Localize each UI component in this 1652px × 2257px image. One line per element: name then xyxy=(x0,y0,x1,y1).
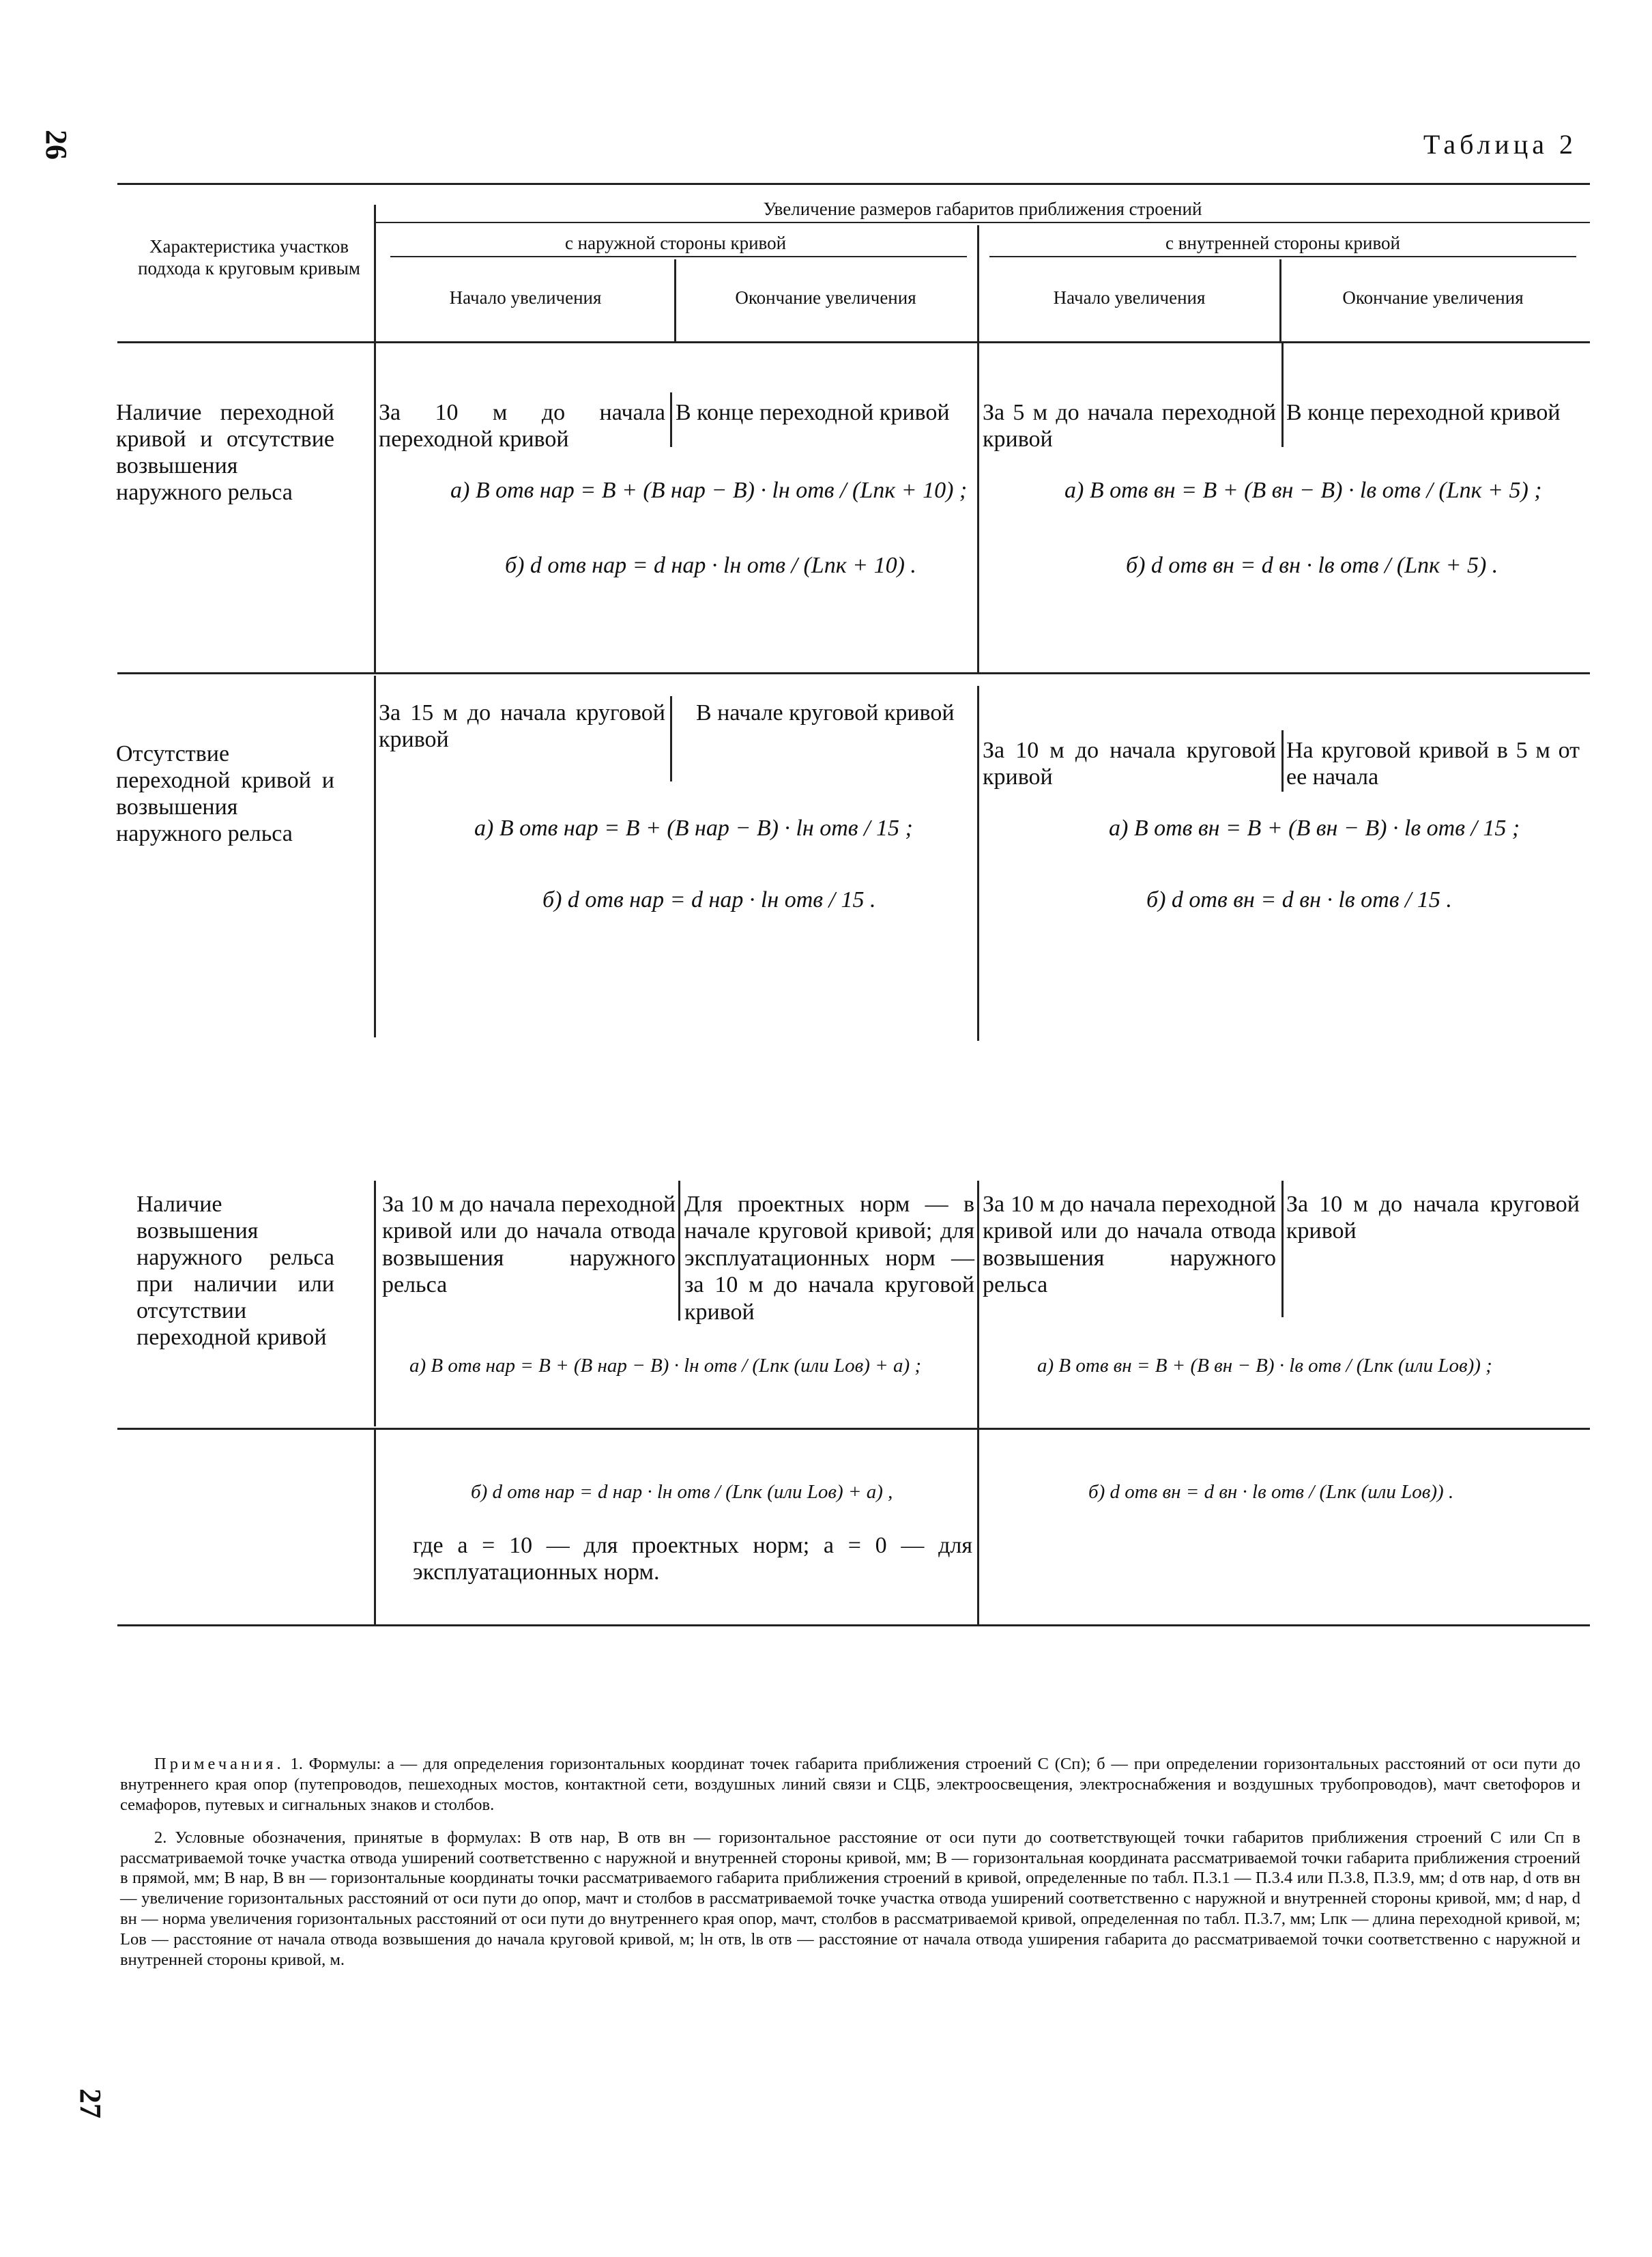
row2-inner-formula-a: а) B отв вн = B + (B вн − B) · lв отв / 15 ; xyxy=(1109,816,1520,841)
row3-inner-end: За 10 м до начала круговой кривой xyxy=(1286,1192,1580,1244)
row3-divider-mid xyxy=(977,1181,979,1624)
row1-inner-formula-a: а) B отв вн = B + (B вн − B) · lв отв / (Lпк + 5) ; xyxy=(1064,478,1542,503)
row3-divider-inner xyxy=(1281,1181,1284,1317)
table-bottom-rule xyxy=(117,1624,1590,1626)
header-outer-start: Начало увеличения xyxy=(449,287,602,308)
row2-divider-left xyxy=(374,676,376,1037)
row3-outer-end: Для проектных норм — в начале круговой кривой; для эксплуатационных норм — за 10 м до начала круговой кривой xyxy=(684,1192,974,1325)
row3-inner-formula-b: б) d отв вн = d вн · lв отв / (Lпк (или Lов)) . xyxy=(1088,1481,1454,1503)
row2-characteristic: Отсутствие переходной кривой и возвышения наружного рельса xyxy=(116,741,334,847)
header-inner-start: Начало увеличения xyxy=(1053,287,1206,308)
row1-outer-start: За 10 м до начала переходной кривой xyxy=(379,400,665,452)
row1-inner-formula-b: б) d отв вн = d вн · lв отв / (Lпк + 5) . xyxy=(1126,553,1498,578)
row3-inner-formula-a: а) B отв вн = B + (B вн − B) · lв отв / (Lпк (или Lов)) ; xyxy=(1037,1355,1492,1377)
outer-subheader-rule xyxy=(390,256,967,257)
row1-outer-end: В конце переходной кривой xyxy=(676,400,950,425)
header-group: Увеличение размеров габаритов приближения строений xyxy=(763,199,1202,219)
row3-divider-outer xyxy=(678,1181,680,1321)
note-1-text: 1. Формулы: а — для определения горизонтальных координат точек габарита приближения строений С (Сп); б — при определении горизонтальных расстояний от оси пути до внутреннего края опор (путепроводов, пешеходных мостов, контактной сети, воздушных линий связи и СЦБ, электроосвещения, электроснабжения и воздушных трубопроводов), мачт светофоров и семафоров, путевых и сигнальных знаков и столбов. xyxy=(120,1755,1580,1814)
row2-divider-inner xyxy=(1281,730,1284,792)
header-inner-end: Окончание увеличения xyxy=(1342,287,1524,308)
row3-outer-formula-b: б) d отв нар = d нар · lн отв / (Lпк (или Lов) + a) , xyxy=(471,1481,893,1503)
row1-divider-outer xyxy=(670,392,672,447)
row2-inner-end: На круговой кривой в 5 м от ее начала xyxy=(1286,738,1580,790)
notes-block xyxy=(120,1754,1580,1983)
row3-characteristic: Наличие возвышения наружного рельса при наличии или отсутствии переходной кривой xyxy=(136,1192,334,1351)
page-number-bottom: 27 xyxy=(74,2088,107,2118)
inner-subheader-rule xyxy=(989,256,1576,257)
header-bottom-rule xyxy=(117,341,1590,343)
row1-divider-mid xyxy=(977,341,979,672)
group-header-rule xyxy=(375,222,1590,223)
row1-divider-inner xyxy=(1281,341,1284,447)
row1-inner-end: В конце переходной кривой xyxy=(1286,400,1561,425)
row3-inner-start: За 10 м до начала переходной кривой или до начала отвода возвышения наружного рельса xyxy=(983,1192,1276,1298)
notes-label: Примечания. xyxy=(154,1755,285,1773)
note-2: 2. Условные обозначения, принятые в формулах: B отв нар, B отв вн — горизонтальное расстояние от оси пути до соответствующей точки габаритов приближения строений С или Сп в рассматриваемой точке участка отвода уширений соответственно с наружной и внутренней стороны кривой, мм; B — горизонтальная координата рассматриваемой точки габарита приближения строений в прямой, мм; B нар, B вн — горизонтальные координаты точки рассматриваемого габарита приближения строений в кривой, определенные по табл. П.3.1 — П.3.4 или П.3.8, П.3.9, мм; d отв нар, d отв вн — увеличение горизонтальных расстояний от оси пути до опор, мачт и столбов в рассматриваемой точке участка отвода уширений соответственно с наружной и внутренней стороны кривой, мм; d нар, d вн — норма увеличения горизонтальных расстояний от оси пути до внутреннего края опор, мачт, столбов в рассматриваемой кривой, определенная по табл. П.3.7, мм; Lпк — длина переходной кривой, м; Lов — расстояние от начала отвода возвышения до начала круговой кривой, м; lн отв, lв отв — расстояние от начала отвода уширения габарита до рассматриваемой точки соответственно с наружной и внутренней стороны кривой, м. xyxy=(120,1828,1580,1969)
row1-characteristic: Наличие переходной кривой и отсутствие возвышения наружного рельса xyxy=(116,400,334,506)
header-col-divider-2 xyxy=(674,259,676,341)
header-col-divider-4 xyxy=(1279,259,1281,341)
header-col-divider-1 xyxy=(374,205,376,341)
note-1 xyxy=(120,1754,1580,1815)
row1-outer-formula-a: а) B отв нар = B + (B нар − B) · lн отв / (Lпк + 10) ; xyxy=(450,478,968,503)
header-characteristic: Характеристика участков подхода к круговым кривым xyxy=(138,236,360,279)
row2-outer-formula-b: б) d отв нар = d нар · lн отв / 15 . xyxy=(542,887,876,912)
row3-outer-where: где a = 10 — для проектных норм; a = 0 — для эксплуатационных норм. xyxy=(413,1533,972,1585)
row3-outer-formula-a: а) B отв нар = B + (B нар − B) · lн отв / (Lпк (или Lов) + a) ; xyxy=(409,1355,922,1377)
row2-divider-outer xyxy=(670,696,672,781)
header-inner-side: с внутренней стороны кривой xyxy=(1165,233,1400,253)
row3-outer-start: За 10 м до начала переходной кривой или до начала отвода возвышения наружного рельса xyxy=(382,1192,676,1298)
row2-inner-formula-b: б) d отв вн = d вн · lв отв / 15 . xyxy=(1146,887,1452,912)
header-col-divider-3 xyxy=(977,225,979,341)
row2-outer-formula-a: а) B отв нар = B + (B нар − B) · lн отв / 15 ; xyxy=(474,816,913,841)
row1-divider-left xyxy=(374,341,376,672)
table-top-rule xyxy=(117,183,1590,185)
page-number-top: 26 xyxy=(40,130,73,160)
header-outer-end: Окончание увеличения xyxy=(735,287,916,308)
row2-inner-start: За 10 м до начала круговой кривой xyxy=(983,738,1276,790)
row1-outer-formula-b: б) d отв нар = d нар · lн отв / (Lпк + 10) . xyxy=(505,553,916,578)
row1-inner-start: За 5 м до начала переходной кривой xyxy=(983,400,1276,452)
row4-divider-left xyxy=(374,1430,376,1624)
table-label: Таблица 2 xyxy=(1423,129,1577,160)
row3-divider-left xyxy=(374,1181,376,1426)
row2-outer-start: За 15 м до начала круговой кривой xyxy=(379,700,665,753)
row1-bottom-rule xyxy=(117,672,1590,674)
row2-divider-mid xyxy=(977,686,979,1041)
row3-formula-rule xyxy=(117,1428,1590,1430)
row2-outer-end: В начале круговой кривой xyxy=(696,700,955,725)
header-outer-side: с наружной стороны кривой xyxy=(564,233,787,253)
